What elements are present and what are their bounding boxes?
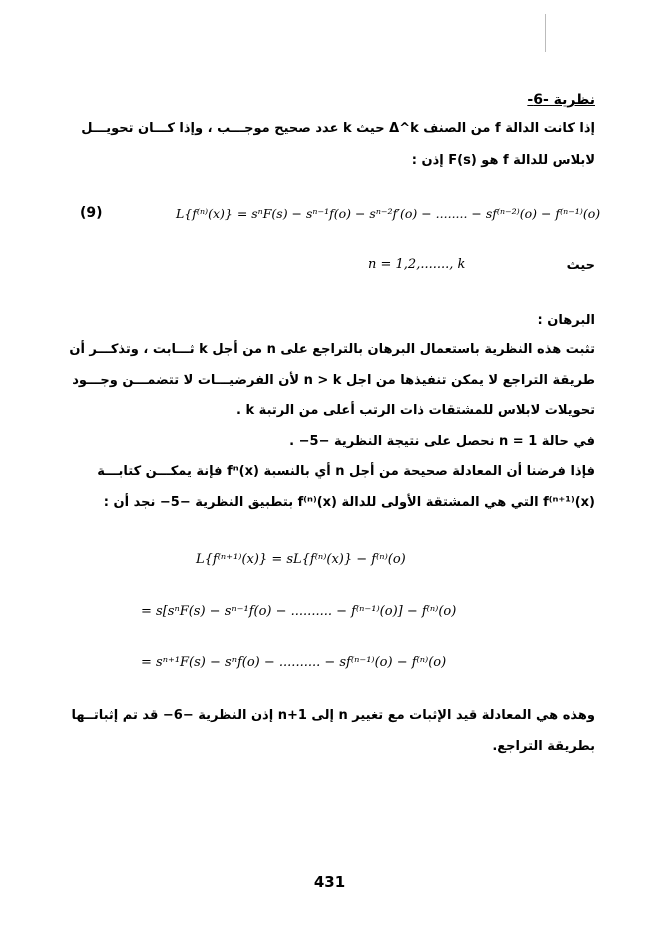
proof-line-4: في حالة n = 1 نحصل على نتيجة النظرية −5− .: [289, 434, 595, 449]
conclusion-line-2: بطريقة التراجع.: [492, 739, 595, 754]
derivation-line-2: = s[sⁿF(s) − sⁿ⁻¹f(o) − .......... − f⁽ⁿ⁻¹⁾(o)] − f⁽ⁿ⁾(o): [141, 604, 457, 619]
equation-number: (9): [80, 205, 103, 221]
theorem-title: نظرية -6-: [527, 92, 595, 108]
proof-line-3: تحويلات لابلاس للمشتقات ذات الرتب أعلى من الرتبة k .: [236, 403, 595, 418]
conclusion-line-1: وهذه هي المعادلة قيد الإثبات مع تغيير n إلى n+1 إذن النظرية −6− قد تم إثباتــها: [71, 708, 595, 723]
equation-9: L{f⁽ⁿ⁾(x)} = sⁿF(s) − sⁿ⁻¹f(o) − sⁿ⁻²f′(o) − ........ − sf⁽ⁿ⁻²⁾(o) − f⁽ⁿ⁻¹⁾(o): [176, 206, 601, 221]
scan-artifact-line: [545, 14, 546, 52]
proof-line-1: تثبت هذه النظرية باستعمال البرهان بالتراجع على n من أجل k ثـــابت ، وتذكـــر أن: [69, 342, 595, 357]
where-label: حيث: [566, 258, 595, 273]
proof-line-5: فإذا فرضنا أن المعادلة صحيحة من أجل n أي بالنسبة fⁿ(x) فإنة يمكـــن كتابـــة: [97, 464, 595, 479]
where-expression: n = 1,2,......., k: [368, 257, 466, 272]
theorem-line-2: لابلاس للدالة f هو F(s) إذن :: [411, 153, 595, 168]
proof-line-6: f⁽ⁿ⁺¹⁾(x) التي هي المشتقة الأولى للدالة f⁽ⁿ⁾(x) بتطبيق النظرية −5− نجد أن :: [103, 495, 595, 510]
proof-line-2: طريقة التراجع لا يمكن تنفيذها من اجل n > k لأن الفرضيـــات لا تتضمـــن وجـــود: [72, 373, 595, 388]
derivation-line-3: = sⁿ⁺¹F(s) − sⁿf(o) − .......... − sf⁽ⁿ⁻¹⁾(o) − f⁽ⁿ⁾(o): [141, 655, 447, 670]
page-number: 431: [313, 873, 346, 891]
theorem-line-1: إذا كانت الدالة f من الصنف Δ^k حيث k عدد صحيح موجـــب ، وإذا كـــان تحويـــل: [81, 121, 595, 136]
derivation-line-1: L{f⁽ⁿ⁺¹⁾(x)} = sL{f⁽ⁿ⁾(x)} − f⁽ⁿ⁾(o): [196, 552, 406, 567]
proof-title: البرهان :: [537, 313, 595, 328]
